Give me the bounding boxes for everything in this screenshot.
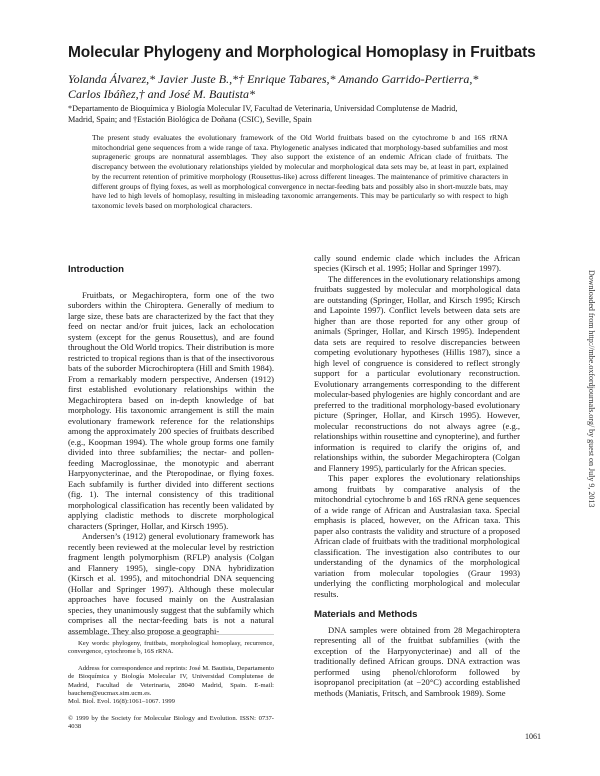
keywords-footnote: Key words: phylogeny, fruitbats, morphological homoplasy, recurrence, convergence, cytochrome b, 16S rRNA. <box>68 640 274 656</box>
intro-paragraph-3: The differences in the evolutionary relationships among fruitbats suggested by molecular and morphological data are outstanding (Springer, Hollar, and Kirsch 1995; Kirsch and Lapointe 1997). Conflict levels between data sets are higher than are those reported for any other group of animals (Springer, Hollar, and Kirsch 1995). Independent data sets are required to resolve discrepancies between competing evolutionary hypotheses (Hillis 1987), since a high level of congruence is considered to reflect strongly support for a particular evolutionary reconstruction. Evolutionary arrangements corresponding to the different molecular-based phylogenies are highly concordant and are preferred to the traditional morphology-based evolutionary picture (Springer, Hollar, and Kirsch 1995). However, molecular reconstructions do not always agree (e.g., relationships within rousettine and cynopterine), and further information is required to clarify the origins of, and relationships within, the suborder Megachiroptera (Colgan and Flannery 1995), particularly for the African species. <box>314 273 520 473</box>
affiliations <box>68 103 548 125</box>
author-line-1: Yolanda Álvarez,* Javier Juste B.,*† Enrique Tabares,* Amando Garrido-Pertierra,* <box>68 72 479 86</box>
affiliation-line-2: Madrid, Spain; and †Estación Biológica de Doñana (CSIC), Seville, Spain <box>68 115 312 124</box>
page-number: 1061 <box>525 732 541 741</box>
intro-paragraph-4: This paper explores the evolutionary relationships among fruitbats by comparative analysis of the mitochondrial cytochrome b and 16S rRNA gene sequences of a wide range of African and Australasian taxa. Special emphasis is placed, however, on the African taxa. This paper also contrasts the validity and structure of a proposed African clade of fruitbats with the traditional morphological classification. The investigation also contributes to our understanding of the dynamics of the morphological variation from molecular topologies (Graur 1993) underlying the conflicting morphological and molecular results. <box>314 473 520 599</box>
affiliation-line-1: *Departamento de Bioquímica y Biología Molecular IV, Facultad de Veterinaria, Universidad Complutense de Madrid, <box>68 104 458 113</box>
copyright-line: © 1999 by the Society for Molecular Biology and Evolution. ISSN: 0737-4038 <box>68 715 274 731</box>
intro-paragraph-1: Fruitbats, or Megachiroptera, form one of the two suborders within the Chiroptera. Generally of medium to large size, these bats are characterized by the fact that they feed on nectar and/or fruit juices, lack an echolocation system (except for the genus Rousettus), and are found throughout the Old World tropics. Their distribution is more restricted to tropical regions than is that of the insectivorous bats of the suborder Microchiroptera (Hill and Smith 1984). From a remarkably modern perspective, Andersen (1912) first established evolutionary relationships within the Megachiroptera based on in-depth knowledge of bat morphology. His taxonomic arrangement is still the main evolutionary framework reference for the relationships among the approximately 200 species of fruitbats described (e.g., Koopman 1994). The whole group forms one family divided into three subfamilies; the nectar- and pollen-feeding Macroglossinae, the monotypic and aberrant Harpyonycterinae, and the Pteropodinae, or flying foxes. Each subfamily is further divided into different sections (fig. 1). The internal consistency of this traditional morphological classification has recently been validated by applying cladistic methods to discrete morphological characters (Springer, Hollar, and Kirsch 1995). <box>68 290 274 531</box>
methods-paragraph-1: DNA samples were obtained from 28 Megachiroptera representing all of the fruitbat subfamilies (with the exception of the Harpyonycterinae) and all of the traditionally defined African groups. DNA extraction was performed using phenol/chloroform followed by isopropanol precipitation (at −20°C) according established methods (Maniatis, Fritsch, and Sambrook 1989). Some <box>314 624 520 698</box>
methods-heading: Materials and Methods <box>314 608 418 620</box>
download-notice[interactable]: Downloaded from http://mbe.oxfordjournals.org/ by guest on July 9, 2013 <box>587 270 596 508</box>
download-sidebar <box>586 270 596 520</box>
intro-heading: Introduction <box>68 264 124 275</box>
intro-paragraph-2-continued: cally sound endemic clade which includes the African species (Kirsch et al. 1995; Hollar and Springer 1997). <box>314 253 520 274</box>
author-line-2: Carlos Ibáñez,† and José M. Bautista* <box>68 86 255 101</box>
address-footnote: Address for correspondence and reprints: José M. Bautista, Departamento de Bioquímica y Biología Molecular IV, Universidad Complutense de Madrid, Facultad de Veterinaria, 28040 Madrid, Spain. E-mail: bauchem@eucmax.sim.ucm.es. <box>68 665 274 697</box>
right-column <box>314 253 520 698</box>
intro-paragraph-2: Andersen’s (1912) general evolutionary framework has recently been reviewed at the molecular level by restriction fragment length polymorphism (RFLP) analysis (Colgan and Flannery 1995), single-copy DNA hybridization (Kirsch et al. 1995), and mitochondrial DNA sequencing (Hollar and Springer 1997). Although these molecular approaches have focused mainly on the Australasian species, they unanimously suggest that the subfamily which comprises all the nectar-feeding bats is not a natural assemblage. They also propose a geographi- <box>68 531 274 636</box>
journal-citation: Mol. Biol. Evol. 16(8):1061–1067. 1999 <box>68 698 175 705</box>
author-list <box>68 72 548 101</box>
abstract: The present study evaluates the evolutionary framework of the Old World fruitbats based on the cytochrome b and 16S rRNA mitochondrial gene sequences from a wide range of taxa. Phylogenetic analyses indicated that morphology-based subfamilies and most suprageneric groups are nonnatural assemblages. They also support the existence of an endemic African clade of fruitbats. The discrepancy between the evolutionary relationships yielded by molecular and morphological data sets may be, at least in part, explained by the recurrent retention of primitive morphology (Rousettus-like) across different lineages. The maintenance of primitive characters in different groups of flying foxes, as well as morphological convergence in nectar-feeding bats and possibly also in short-muzzle bats, may have led to high levels of homoplasy, resulting in misleading taxonomic arrangements. This may be particularly so with respect to high taxonomic levels based on morphological characters. <box>92 133 508 210</box>
left-column <box>68 264 274 636</box>
footnote-divider <box>68 634 274 635</box>
article-title: Molecular Phylogeny and Morphological Homoplasy in Fruitbats <box>68 44 536 61</box>
